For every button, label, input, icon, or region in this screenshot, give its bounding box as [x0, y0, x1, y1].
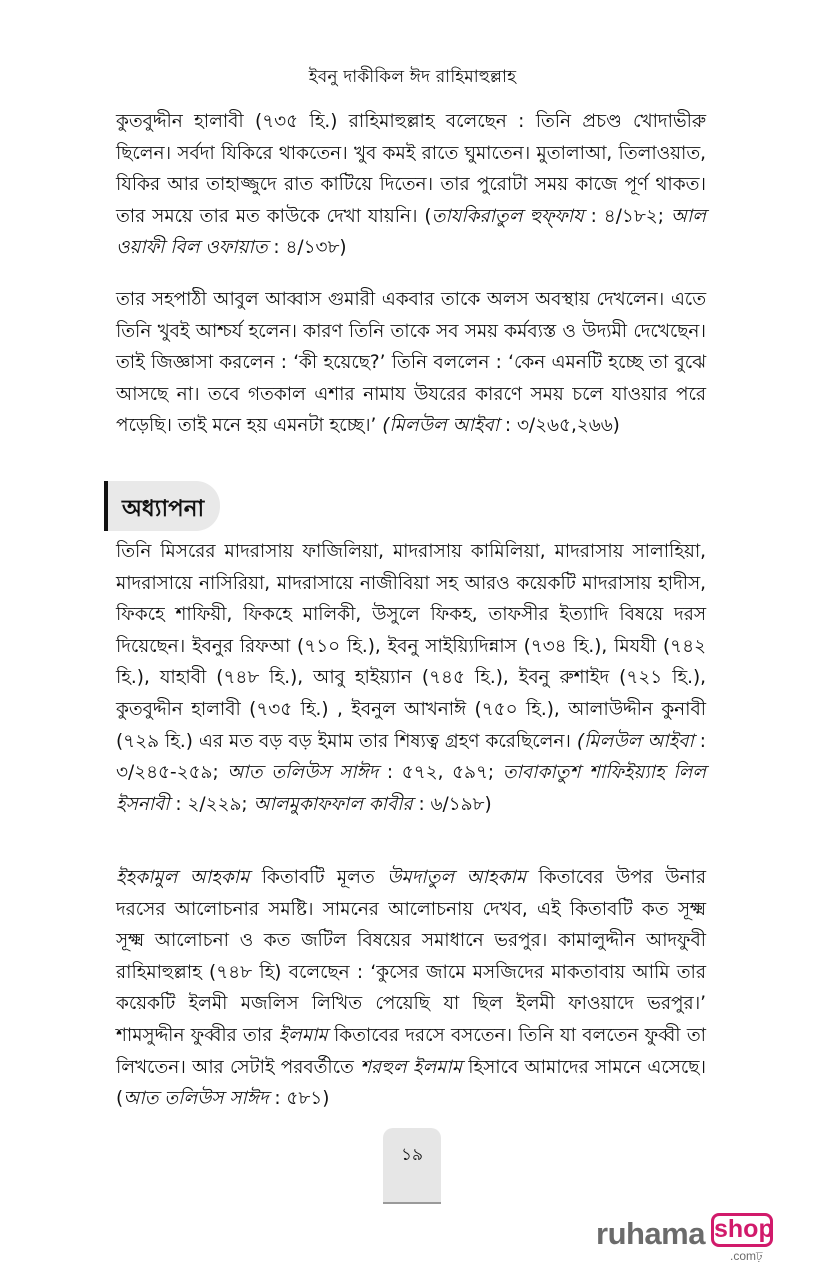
body-paragraph [116, 862, 706, 1115]
citation-title: আত তলিউস সাঈদ [227, 762, 379, 784]
citation-title: তাযকিরাতুল হুফ্ফায [431, 205, 584, 227]
citation-ref: : ৫৭২, ৫৯৭; [378, 762, 503, 784]
body-paragraph [116, 536, 706, 820]
citation-title: (মিলউল আইবা [576, 730, 694, 752]
citation-ref: : ২/২২৯; [169, 793, 254, 815]
citation-title: আত তলিউস সাঈদ [123, 1088, 269, 1110]
paragraph-text: কুতবুদ্দীন হালাবী (৭৩৫ হি.) রাহিমাহুল্লাহ বলেছেন : তিনি প্রচণ্ড খোদাভীরু ছিলেন। সর্বদা যিকিরে থাকতেন। খুব কমই রাতে ঘুমাতেন। মুতালাআ, তিলাওয়াত, যিকির আর তাহাজ্জুদে রাত কাটিয়ে দিতেন। তার পুরোটা সময় কাজে পূর্ণ থাকত। তার সময়ে তার মত কাউকে দেখা যায়নি। ( [116, 111, 706, 227]
book-title: ইহকামুল আহকাম [116, 867, 250, 888]
body-paragraph [116, 106, 706, 264]
paragraph-text: তিনি মিসরের মাদরাসায় ফাজিলিয়া, মাদরাসায় কামিলিয়া, মাদরাসায় সালাহিয়া, মাদরাসায়ে নাসিরিয়া, মাদরাসায়ে নাজীবিয়া সহ আরও কয়েকটি মাদরাসায় হাদীস, ফিকহে শাফিয়ী, ফিকহে মালিকী, উসুলে ফিকহ, তাফসীর ইত্যাদি বিষয়ে দরস দিয়েছেন। ইবনুর রিফআ (৭১০ হি.), ইবনু সাইয়্যিদিন্নাস (৭৩৪ হি.), মিযযী (৭৪২ হি.), যাহাবী (৭৪৮ হি.), আবু হাইয়্যান (৭৪৫ হি.), ইবনু রুশাইদ (৭২১ হি.), কুতবুদ্দীন হালাবী (৭৩৫ হি.) , ইবনুল আখনাঈ (৭৫০ হি.), আলাউদ্দীন কুনাবী (৭২৯ হি.) এর মত বড় বড় ইমাম তার শিষ্যত্ব গ্রহণ করেছিলেন। [116, 541, 706, 752]
book-title: শরহুল ইলমাম [360, 1056, 462, 1078]
section-heading [104, 481, 220, 531]
body-paragraph [116, 284, 706, 442]
running-header: ইবনু দাকীকিল ঈদ রাহিমাহুল্লাহ [308, 67, 517, 87]
ruhamashop-logo [596, 1210, 776, 1266]
paragraph-text: কিতাবের উপর উনার দরসের আলোচনার সমষ্টি। সামনের আলোচনায় দেখব, এই কিতাবটি কত সূক্ষ্ম সূক্ষ্ম আলোচনা ও কত জটিল বিষয়ের সমাধানে ভরপুর। কামালুদ্দীন আদফুবী রাহিমাহুল্লাহ (৭৪৮ হি) বলেছেন : ‘কুসের জামে মসজিদের মাকতাবায় আমি তার কয়েকটি ইলমী মজলিস লিখিত পেয়েছি যা ছিল ইলমী ফাওয়াদে ভরপুর।’ শামসুদ্দীন ফুব্বীর তার [116, 867, 706, 1046]
paragraph-text: কিতাবের দরসে বসতেন। তিনি যা বলতেন ফুব্বী তা লিখতেন। আর সেটাই পরবর্তীতে [116, 1024, 707, 1078]
citation-title: (মিলউল আইবা [382, 415, 500, 437]
page-number: ১৯ [400, 1145, 424, 1165]
paragraph-text: কিতাবটি মূলত [249, 867, 388, 888]
citation-title: আল ওয়াফী বিল ওফায়াত [116, 205, 707, 259]
section-heading-text: অধ্যাপনা [122, 495, 205, 522]
book-title: উমদাতুল আহকাম [387, 867, 527, 888]
logo-domain: .comঢ় [730, 1249, 763, 1263]
citation-title: তাবাকাতুশ শাফিইয়্যাহ লিল ইসনাবী [116, 762, 706, 815]
citation-ref: : ৪/১৩৮) [267, 237, 347, 259]
logo-shop-box: shop [711, 1213, 773, 1247]
paragraph-text: তার সহপাঠী আবুল আব্বাস গুমারী একবার তাকে অলস অবস্থায় দেখলেন। এতে তিনি খুবই আশ্চর্য হলেন। কারণ তিনি তাকে সব সময় কর্মব্যস্ত ও উদ্যমী দেখেছেন। তাই জিজ্ঞাসা করলেন : ‘কী হয়েছে?’ তিনি বললেন : ‘কেন এমনটি হচ্ছে তা বুঝে আসছে না। তবে গতকাল এশার নামায উযরের কারণে সময় চলে যাওয়ার পরে পড়েছি। তাই মনে হয় এমনটা হচ্ছে।’ [116, 289, 706, 437]
page-number-tab [383, 1128, 441, 1204]
book-title: ইলমাম [278, 1024, 328, 1046]
citation-ref: : ৬/১৯৮) [412, 793, 492, 815]
citation-title: আলমুকাফফাল কাবীর [253, 793, 413, 815]
citation-ref: : ৫৮১) [268, 1088, 330, 1110]
logo-wordmark: ruhama [596, 1216, 705, 1251]
citation-ref: : ৩/২৪৫-২৫৯; [116, 730, 707, 784]
paragraph-text: হিসাবে আমাদের সামনে এসেছে। ( [116, 1056, 706, 1110]
citation-ref: : ৪/১৮২; [583, 205, 671, 227]
citation-ref: : ৩/২৬৫,২৬৬) [499, 415, 620, 437]
